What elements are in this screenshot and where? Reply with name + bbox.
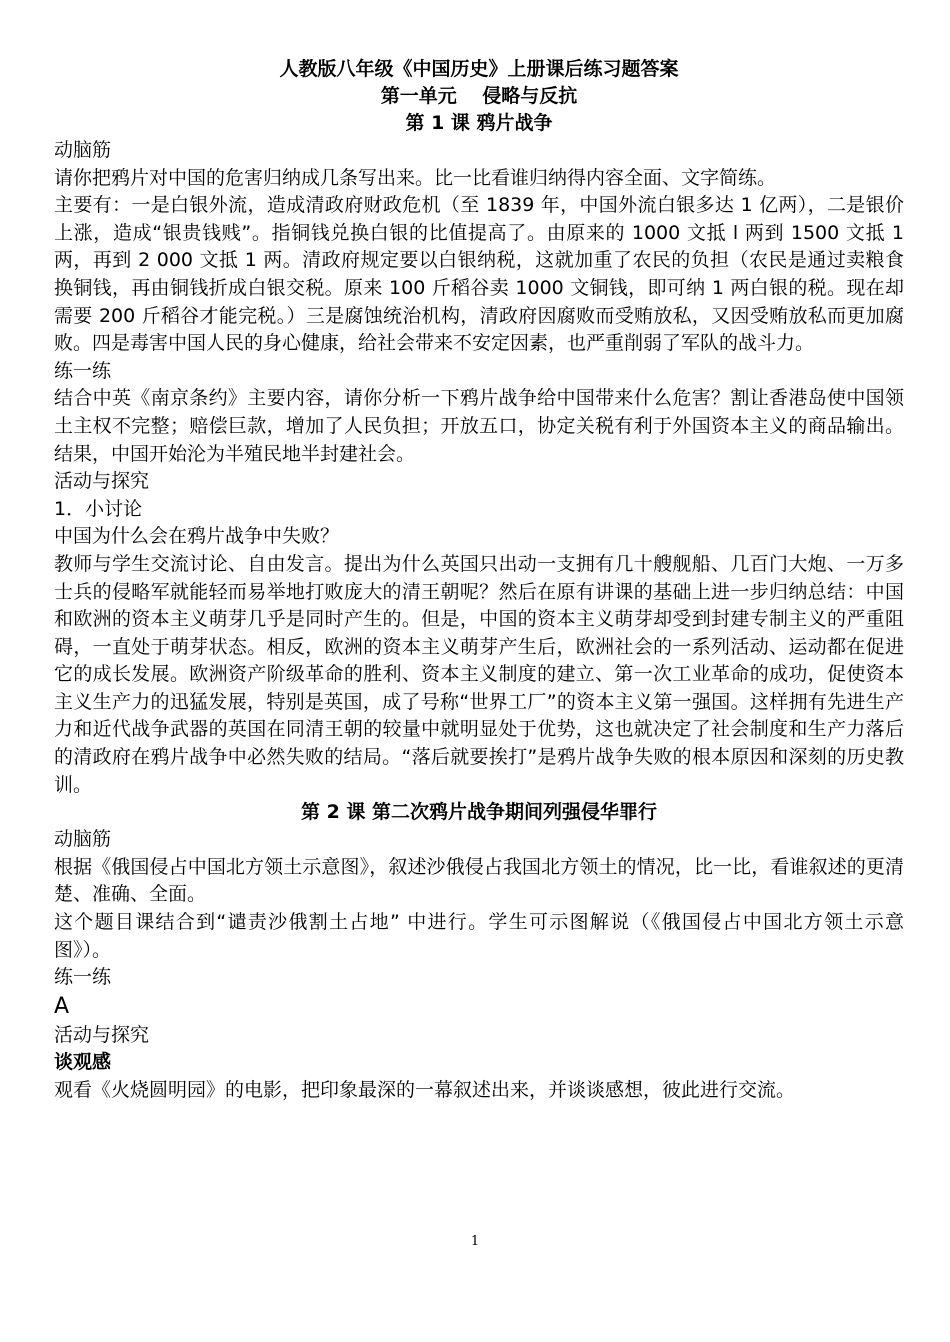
lesson-1-section-2-heading: 练一练 bbox=[54, 359, 112, 382]
lesson-2-section-1-question: 根据《俄国侵占中国北方领土示意图》，叙述沙俄侵占我国北方领土的情况，比一比，看谁叙述的更清楚、准确、全面。 bbox=[54, 855, 904, 906]
lesson-1-section-2-text: 结合中英《南京条约》主要内容，请你分析一下鸦片战争给中国带来什么危害？割让香港岛使中国领土主权不完整；赔偿巨款，增加了人民负担；开放五口，协定关税有利于外国资本主义的商品输出。结果，中国开始沦为半殖民地半封建社会。 bbox=[54, 387, 904, 465]
lesson-1-section-1-question: 请你把鸦片对中国的危害归纳成几条写出来。比一比看谁归纳得内容全面、文字简练。 bbox=[54, 166, 777, 189]
lesson-1-section-1-answer: 主要有：一是白银外流，造成清政府财政危机（至 1839 年，中国外流白银多达 1 亿两），二是银价上涨，造成“银贵钱贱”。指铜钱兑换白银的比值提高了。由原来的 1000 文抵 l 两到 1500 文抵 1 两，再到 2 000 文抵 1 两。清政府规定要以白银纳税，这就加重了农民的负担（农民是通过卖粮食换铜钱，再由铜钱折成白银交税。原来 100 斤稻谷卖 1000 文铜钱，即可纳 1 两白银的税。现在却需要 200 斤稻谷才能完税。）三是腐蚀统治机构，清政府因腐败而受贿放私，又因受贿放私而更加腐败。四是毒害中国人民的身心健康，给社会带来不安定因素，也严重削弱了军队的战斗力。 bbox=[54, 194, 904, 355]
unit-title: 第一单元 侵略与反抗 bbox=[380, 85, 578, 107]
lesson-2-section-3-item: 谈观感 bbox=[54, 1051, 112, 1074]
lesson-2-title: 第 2 课 第二次鸦片战争期间列强侵华罪行 bbox=[300, 801, 658, 824]
lesson-2-section-3-heading: 活动与探究 bbox=[54, 1023, 150, 1046]
lesson-1-section-3-question: 中国为什么会在鸦片战争中失败？ bbox=[54, 525, 340, 548]
lesson-1-section-3-answer: 教师与学生交流讨论、自由发言。提出为什么英国只出动一支拥有几十艘舰船、几百门大炮、一万多士兵的侵略军就能轻而易举地打败庞大的清王朝呢？然后在原有讲课的基础上进一步归纳总结：中国和欧洲的资本主义萌芽几乎是同时产生的。但是，中国的资本主义萌芽却受到封建专制主义的严重阻碍，一直处于萌芽状态。相反，欧洲的资本主义萌芽产生后，欧洲社会的一系列活动、运动都在促进它的成长发展。欧洲资产阶级革命的胜利、资本主义制度的建立、第一次工业革命的成功，促使资本主义生产力的迅猛发展，特别是英国，成了号称“世界工厂”的资本主义第一强国。这样拥有先进生产力和近代战争武器的英国在同清王朝的较量中就明显处于优势，这也就决定了社会制度和生产力落后的清政府在鸦片战争中必然失败的结局。“落后就要挨打”是鸦片战争失败的根本原因和深刻的历史教训。 bbox=[54, 552, 904, 796]
lesson-2-section-1-answer: 这个题目课结合到“谴责沙俄割土占地” 中进行。学生可示图解说（《俄国侵占中国北方领土示意图》）。 bbox=[54, 911, 904, 961]
lesson-2-section-1-heading: 动脑筋 bbox=[54, 828, 112, 851]
lesson-1-section-3-heading: 活动与探究 bbox=[54, 470, 150, 493]
lesson-2-section-3-text: 观看《火烧圆明园》的电影，把印象最深的一幕叙述出来，并谈谈感想，彼此进行交流。 bbox=[54, 1079, 796, 1101]
lesson-2-section-2-heading: 练一练 bbox=[54, 966, 112, 989]
lesson-1-section-3-item: 1．小讨论 bbox=[54, 497, 143, 520]
document-title: 人教版八年级《中国历史》上册课后练习题答案 bbox=[279, 58, 679, 80]
lesson-1-title: 第 1 课 鸦片战争 bbox=[405, 112, 553, 134]
lesson-2-section-2-answer: A bbox=[54, 993, 70, 1019]
page-number: 1 bbox=[470, 1234, 480, 1249]
document-body bbox=[54, 56, 904, 1105]
lesson-1-section-1-heading: 动脑筋 bbox=[54, 139, 112, 161]
